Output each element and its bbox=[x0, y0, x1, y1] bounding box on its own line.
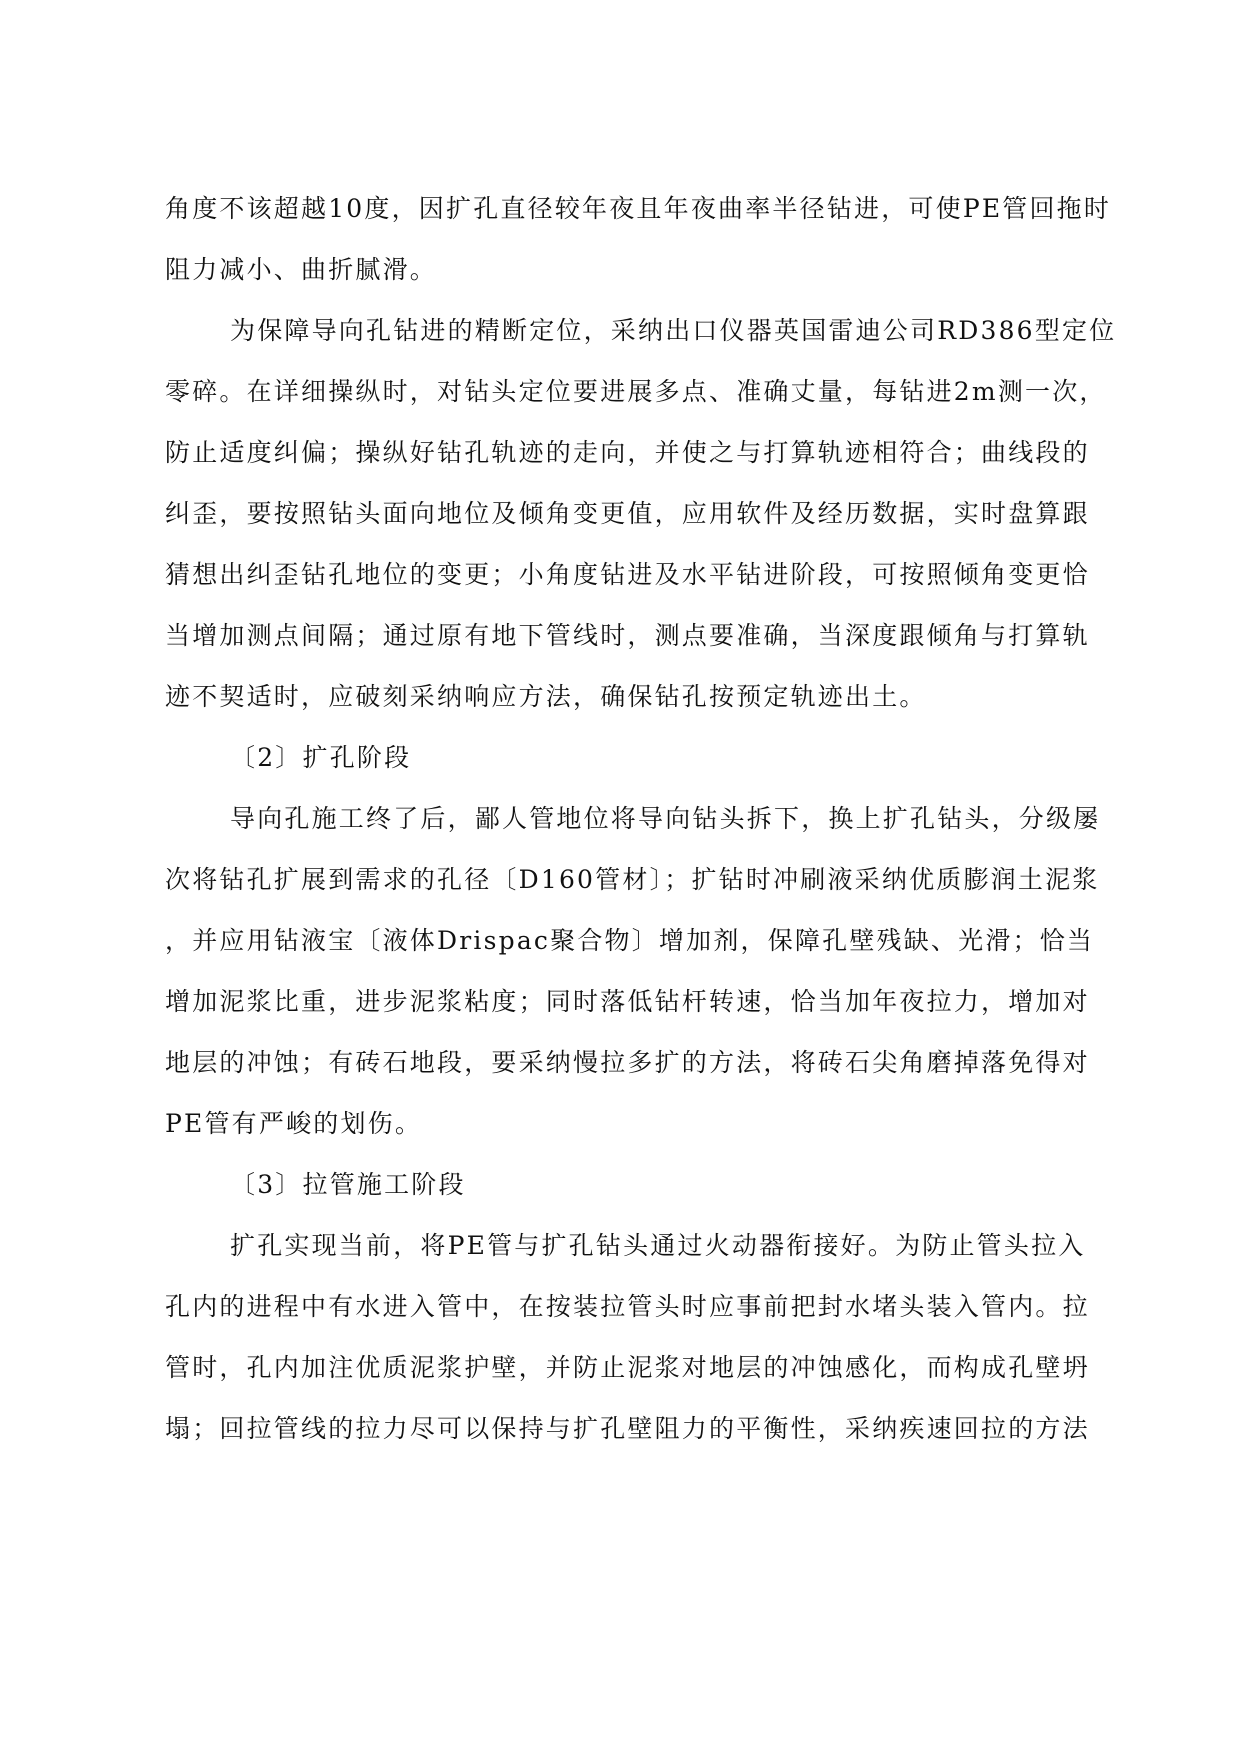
text-line: 次将钻孔扩展到需求的孔径〔D160管材〕；扩钻时冲刷液采纳优质膨润土泥浆 bbox=[165, 865, 1100, 894]
text-line: 增加泥浆比重，进步泥浆粘度；同时落低钻杆转速，恰当加年夜拉力，增加对 bbox=[165, 987, 1090, 1016]
text-line: 角度不该超越10度，因扩孔直径较年夜且年夜曲率半径钻进，可使PE管回拖时 bbox=[165, 194, 1112, 223]
text-line: 地层的冲蚀；有砖石地段，要采纳慢拉多扩的方法，将砖石尖角磨掉落免得对 bbox=[165, 1048, 1090, 1077]
paragraph-start-line: 为保障导向孔钻进的精断定位，采纳出口仪器英国雷迪公司RD386型定位 bbox=[230, 316, 1117, 345]
text-line: 防止适度纠偏；操纵好钻孔轨迹的走向，并使之与打算轨迹相符合；曲线段的 bbox=[165, 438, 1090, 467]
text-line: 管时，孔内加注优质泥浆护壁，并防止泥浆对地层的冲蚀感化，而构成孔壁坍 bbox=[165, 1353, 1090, 1382]
text-line: ，并应用钻液宝〔液体Drispac聚合物〕增加剂，保障孔壁残缺、光滑；恰当 bbox=[165, 926, 1095, 955]
section-heading-expansion: 〔2〕扩孔阶段 bbox=[230, 743, 412, 772]
section-heading-pulling: 〔3〕拉管施工阶段 bbox=[230, 1170, 466, 1199]
text-line: 塌；回拉管线的拉力尽可以保持与扩孔壁阻力的平衡性，采纳疾速回拉的方法 bbox=[165, 1414, 1090, 1443]
document-body bbox=[165, 178, 1117, 1459]
text-line: 猜想出纠歪钻孔地位的变更；小角度钻进及水平钻进阶段，可按照倾角变更恰 bbox=[165, 560, 1090, 589]
text-line: 当增加测点间隔；通过原有地下管线时，测点要准确，当深度跟倾角与打算轨 bbox=[165, 621, 1090, 650]
paragraph-start-line: 扩孔实现当前，将PE管与扩孔钻头通过火动器衔接好。为防止管头拉入 bbox=[230, 1231, 1086, 1260]
text-line: 阻力减小、曲折腻滑。 bbox=[165, 255, 438, 284]
text-line: 零碎。在详细操纵时，对钻头定位要进展多点、准确丈量，每钻进2m测一次， bbox=[165, 377, 1107, 406]
text-line: 迹不契适时，应破刻采纳响应方法，确保钻孔按预定轨迹出土。 bbox=[165, 682, 927, 711]
text-line: 纠歪，要按照钻头面向地位及倾角变更值，应用软件及经历数据，实时盘算跟 bbox=[165, 499, 1090, 528]
text-line: PE管有严峻的划伤。 bbox=[165, 1109, 423, 1138]
paragraph-start-line: 导向孔施工终了后，鄙人管地位将导向钻头拆下，换上扩孔钻头，分级屡 bbox=[230, 804, 1101, 833]
text-line: 孔内的进程中有水进入管中，在按装拉管头时应事前把封水堵头装入管内。拉 bbox=[165, 1292, 1090, 1321]
